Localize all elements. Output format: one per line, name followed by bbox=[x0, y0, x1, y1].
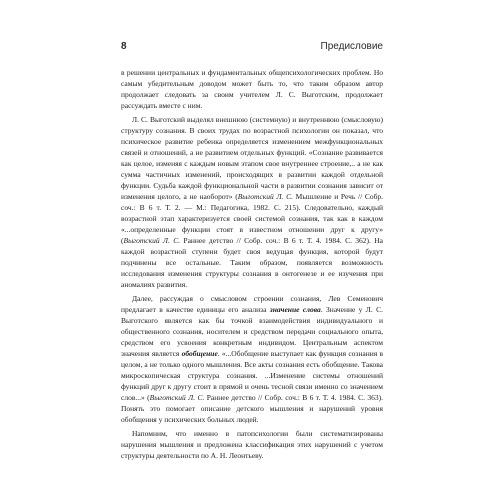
emphasized-term: обобщение bbox=[181, 349, 218, 358]
text-run: Л. С. Выготский выделял внешнюю (системную) и внутреннюю (смысловую) структуру сознания. В своих трудах по возрастной психологии он показал, что психическое развитие ребенка определяется изменением межфункциональных связей и отношений, а не развитием отдельных функций. «Сознание развивается как целое, изменяя с каждым новым этапом свое внутреннее строение,.. а не как сумма частичных изменений, происходящих в развитии каждой отдельной функции. Судьба каждой функциональной части в развитии сознания зависит от изменения целого, а не наоборот» ( bbox=[121, 115, 383, 201]
page-number: 8 bbox=[121, 41, 127, 52]
text-run: в решении центральных и фундаментальных общепсихологических проблем. Но самым убедительным доводом может быть то, что таким образом автор продолжает следовать за своим учителем Л. С. Выготским, продолжает рассуждать вместе с ним. bbox=[121, 68, 383, 110]
text-run: Напомним, что именно в патопсихологии были систематизированы нарушения мышления и предложена классификация этих нарушений с учетом структуры деятельности по А. Н. Леонтьеву. bbox=[121, 429, 383, 460]
paragraph bbox=[121, 428, 383, 461]
emphasized-term: значение слова bbox=[269, 305, 321, 314]
running-head: Предисловие bbox=[320, 41, 383, 52]
text-run: . «...Обобщение выступает как функция сознания в целом, а не только одного мышления. Все акты сознания есть обобщение. Такова микроскопическая структура сознания. ...Изменение системы отношений функций друг к другу стоит в прямой и очень тесной связи именно со значением слов...» ( bbox=[121, 349, 383, 402]
citation-author: Выготский Л. С. bbox=[237, 192, 293, 201]
text-run: Раннее детство // Собр. соч.: В 6 т. Т. 4. 1984. С. 362). На каждой возрастной ступени будет своя ведущая функция, которой будут подчинены все остальные. Таким образом, появляется возможность исследования изменения структуры сознания в онтогенезе и ее изучения при аномалиях развития. bbox=[121, 236, 383, 289]
text-run: Раннее детство // Собр. соч.: В 6 т. Т. 4. 1984. С. 363). Понять это помогает описание детского мышления и нарушений уровня обобщения у психических больных людей. bbox=[121, 393, 383, 424]
citation-author: Выготский Л. С. bbox=[149, 393, 205, 402]
text-run: Мышление и Речь // Собр. соч.: В 6 т. Т. 2. — М.: Педагогика, 1982. С. 215). Следовательно, каждый возрастной этап характеризуется своей системой сознания, так как в каждом «...определенные функции стоят в известном отношении друг к другу» ( bbox=[121, 192, 384, 245]
page-header bbox=[121, 40, 383, 54]
paragraph bbox=[121, 114, 383, 290]
text-run: Далее, рассуждая о смысловом строении сознания, Лев Семенович предлагает в качестве единицы его анализа bbox=[121, 294, 383, 314]
paragraph bbox=[121, 67, 383, 111]
body-text bbox=[121, 67, 383, 461]
citation-author: Выготский Л. С. bbox=[123, 236, 181, 245]
paragraph bbox=[121, 293, 383, 425]
text-run: . Значение у Л. С. Выготского является как бы точкой взаимодействия индивидуального и общественного сознания, носителем и средством передачи социального опыта, средством его усвоения конкретным индивидом. Центральным аспектом значения является bbox=[121, 305, 383, 358]
